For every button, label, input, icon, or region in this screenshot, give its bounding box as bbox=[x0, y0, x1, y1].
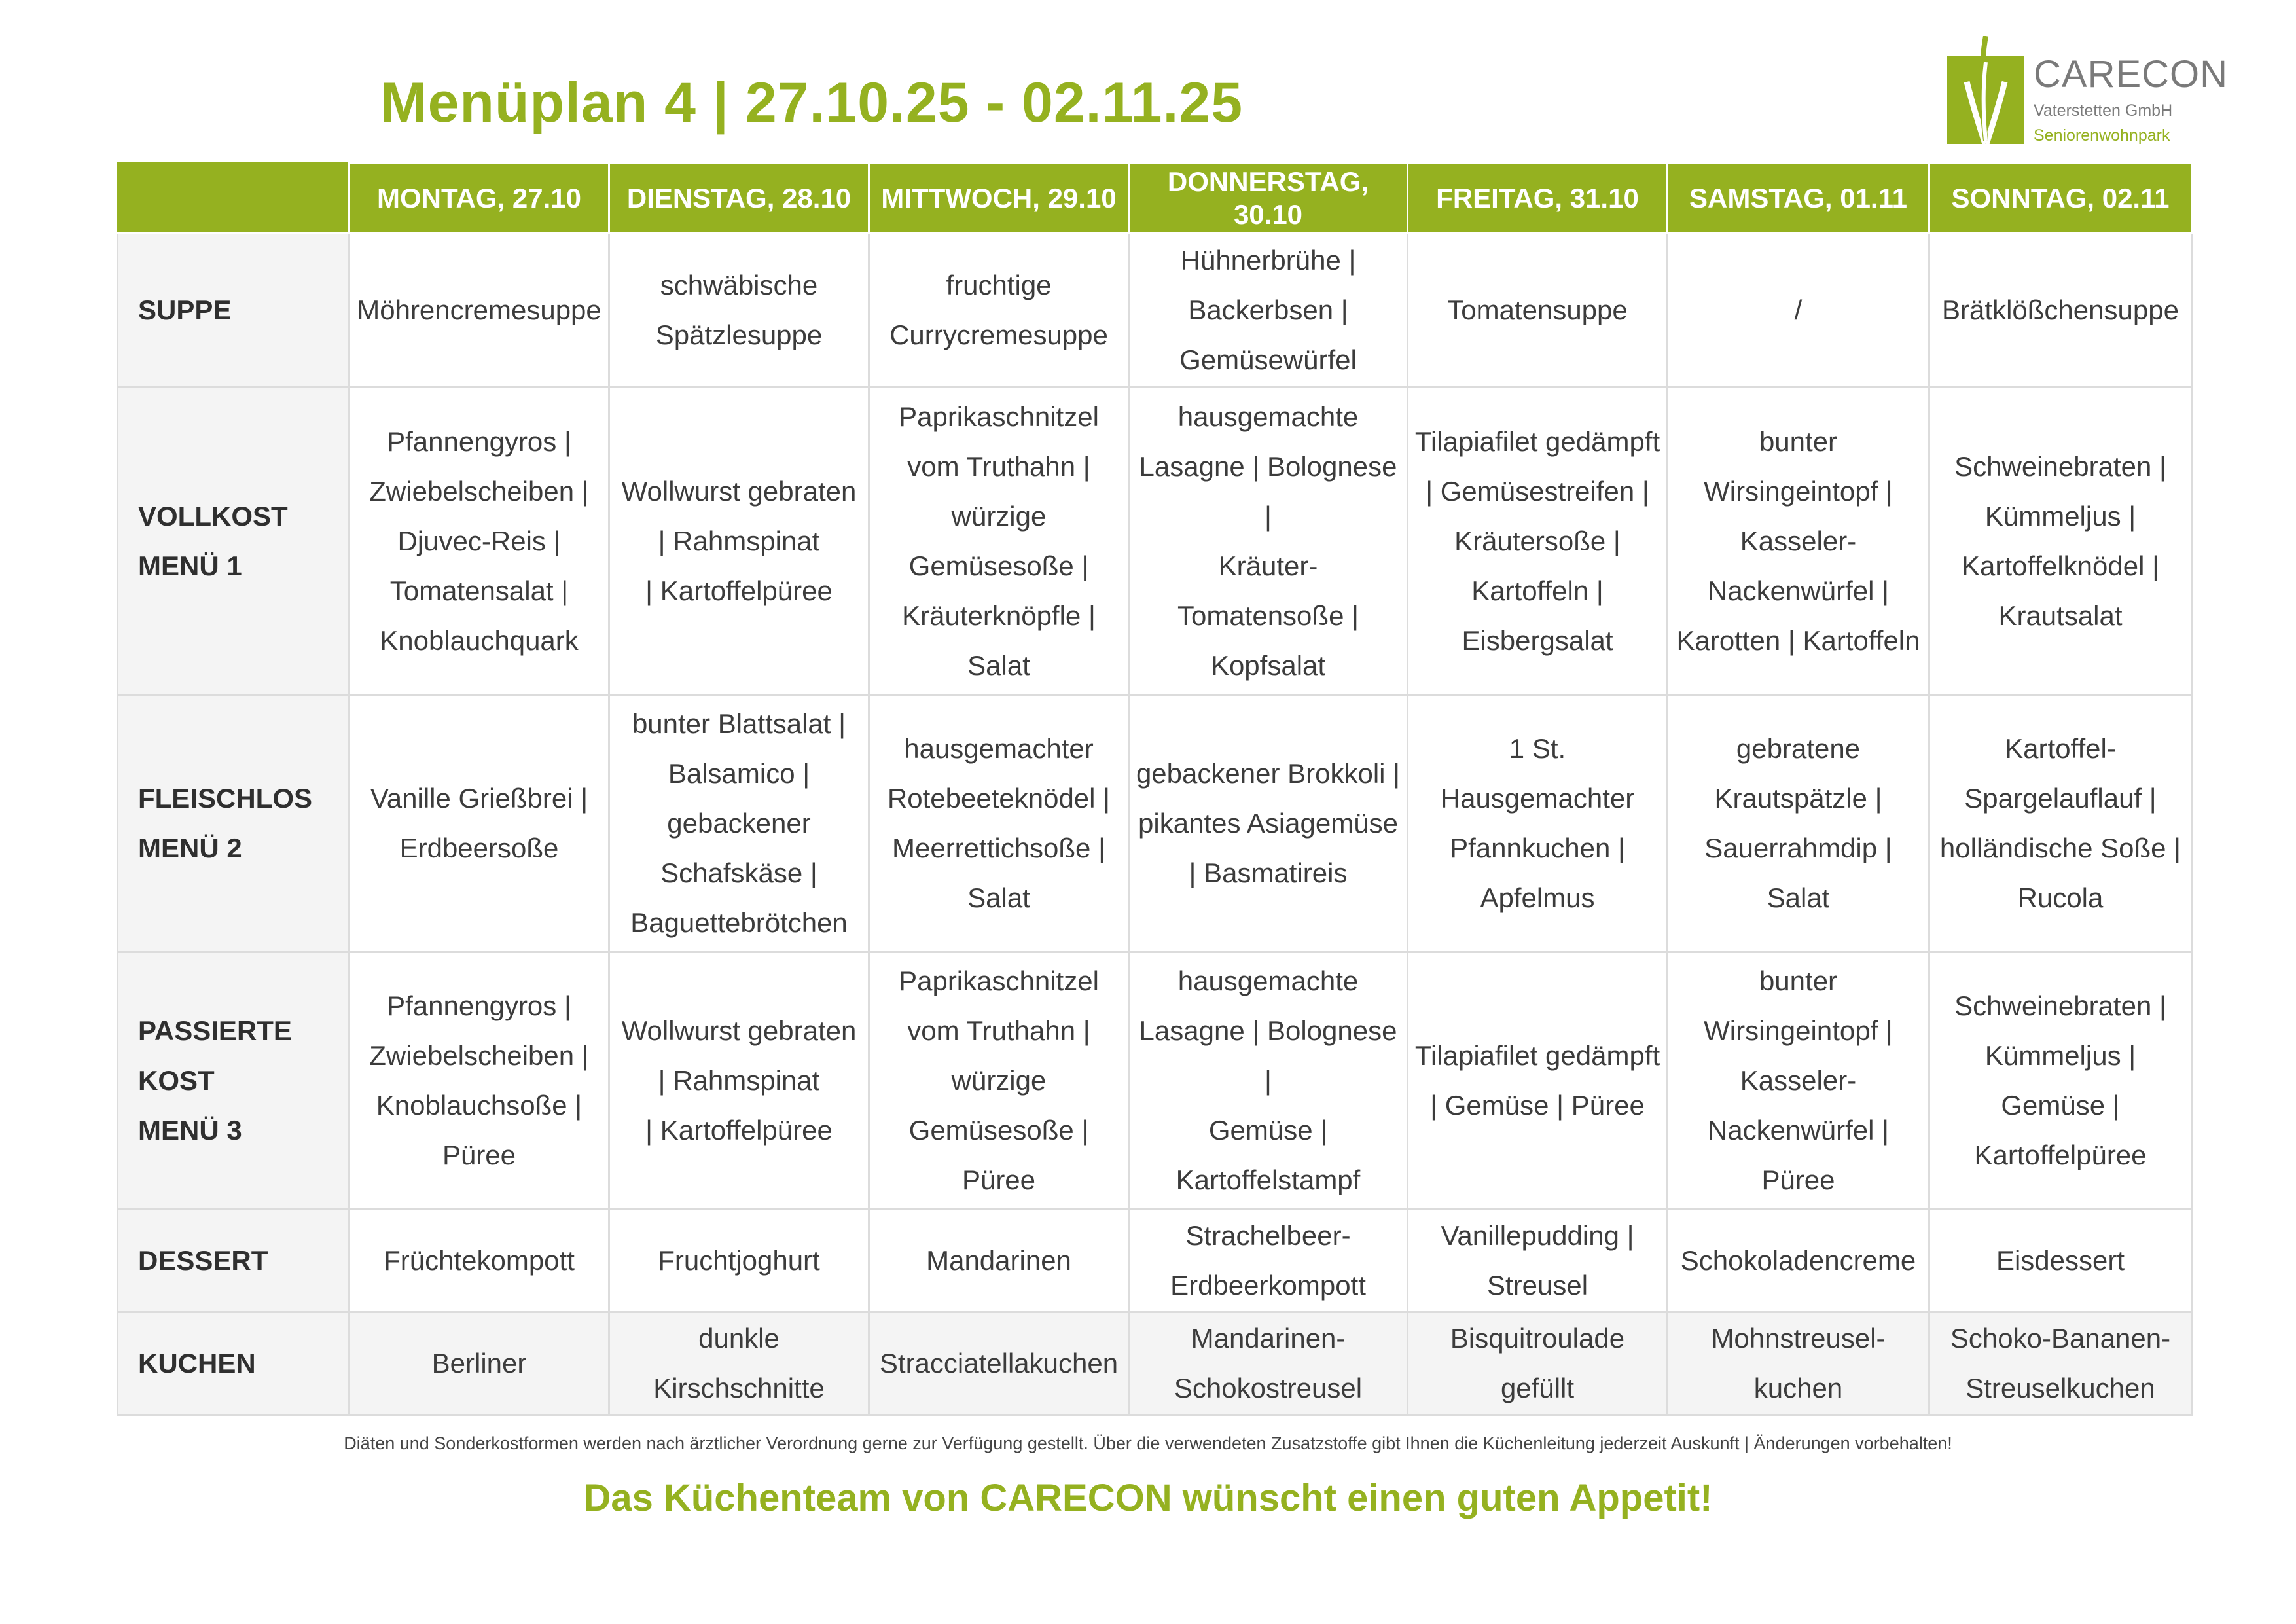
menu-cell bbox=[1129, 234, 1408, 388]
menu-cell bbox=[1668, 952, 1929, 1210]
disclaimer: Diäten und Sonderkostformen werden nach ärztlicher Verordnung gerne zur Verfügung gestellt. Über die verwendeten Zusatzstoffe gibt Ihnen die Küchenleitung jederzeit Auskunft | Änderungen vorbehalten! bbox=[344, 1434, 1952, 1453]
header-corner bbox=[118, 164, 350, 234]
menu-cell-text: Berliner bbox=[431, 1348, 527, 1379]
menu-cell-text: Schweinebraten | Kümmeljus | Gemüse | Kartoffelpüree bbox=[1954, 990, 2166, 1170]
menu-cell-text: Wollwurst gebraten | Rahmspinat | Kartoffelpüree bbox=[621, 475, 857, 606]
day-header: DIENSTAG, 28.10 bbox=[609, 164, 869, 234]
menu-cell-text: Hühnerbrühe | Backerbsen | Gemüsewürfel bbox=[1179, 245, 1357, 375]
menu-cell bbox=[1929, 695, 2192, 952]
menu-cell-text: hausgemachte Lasagne | Bolognese | Gemüse | Kartoffelstampf bbox=[1139, 965, 1397, 1195]
menu-cell-text: Kartoffel- Spargelauflauf | holländische Soße | Rucola bbox=[1939, 733, 2181, 913]
row-label-text: FLEISCHLOS MENÜ 2 bbox=[138, 783, 313, 863]
leaf-logo-icon bbox=[1947, 56, 2024, 144]
menu-cell-text: Strachelbeer- Erdbeerkompott bbox=[1170, 1220, 1366, 1301]
menu-cell bbox=[1129, 388, 1408, 695]
menu-cell-text: Tilapiafilet gedämpft | Gemüsestreifen | Kräutersoße | Kartoffeln | Eisbergsalat bbox=[1414, 425, 1660, 656]
day-header: MITTWOCH, 29.10 bbox=[869, 164, 1129, 234]
menu-cell bbox=[1408, 952, 1668, 1210]
menu-cell bbox=[869, 1312, 1129, 1415]
menu-cell-text: bunter Wirsingeintopf | Kasseler- Nackenwürfel | Karotten | Kartoffeln bbox=[1676, 425, 1920, 656]
row-label bbox=[118, 952, 350, 1210]
day-header: MONTAG, 27.10 bbox=[350, 164, 609, 234]
menu-cell-text: Schweinebraten | Kümmeljus | Kartoffelknödel | Krautsalat bbox=[1954, 450, 2166, 631]
row-label-text: DESSERT bbox=[138, 1245, 268, 1276]
menu-cell-text: Tilapiafilet gedämpft | Gemüse | Püree bbox=[1414, 1040, 1660, 1121]
menu-cell bbox=[869, 952, 1129, 1210]
carecon-logo bbox=[1947, 36, 2229, 151]
menu-cell bbox=[1408, 388, 1668, 695]
menu-cell-text: hausgemachte Lasagne | Bolognese | Kräuter- Tomatensoße | Kopfsalat bbox=[1139, 401, 1397, 681]
menu-cell-text: Früchtekompott bbox=[384, 1245, 575, 1276]
menu-cell bbox=[1668, 695, 1929, 952]
menu-cell bbox=[609, 1210, 869, 1312]
menu-cell bbox=[350, 1312, 609, 1415]
menu-cell-text: Eisdessert bbox=[1996, 1245, 2125, 1276]
menu-row bbox=[118, 695, 2192, 952]
menu-cell-text: Stracciatellakuchen bbox=[879, 1348, 1119, 1379]
row-label-text: PASSIERTE KOST MENÜ 3 bbox=[138, 1015, 292, 1146]
menu-cell bbox=[1129, 1312, 1408, 1415]
menu-cell bbox=[1929, 952, 2192, 1210]
menu-cell-text: schwäbische Spätzlesuppe bbox=[655, 270, 823, 350]
menu-cell bbox=[1668, 388, 1929, 695]
row-label bbox=[118, 234, 350, 388]
menu-row bbox=[118, 952, 2192, 1210]
closing-message: Das Küchenteam von CARECON wünscht einen guten Appetit! bbox=[583, 1477, 1713, 1519]
menu-cell bbox=[1129, 695, 1408, 952]
menu-row bbox=[118, 1210, 2192, 1312]
day-header: DONNERSTAG, 30.10 bbox=[1129, 164, 1408, 234]
menu-cell-text: fruchtige Currycremesuppe bbox=[889, 270, 1108, 350]
menu-cell-text: Mohnstreusel- kuchen bbox=[1711, 1323, 1886, 1403]
page-title: Menüplan 4 | 27.10.25 - 02.11.25 bbox=[380, 71, 1244, 134]
menu-row bbox=[118, 234, 2192, 388]
menu-cell-text: hausgemachter Rotebeeteknödel | Meerrettichsoße | Salat bbox=[887, 733, 1111, 913]
menu-cell-text: Paprikaschnitzel vom Truthahn | würzige Gemüsesoße | Kräuterknöpfle | Salat bbox=[899, 401, 1099, 681]
menu-cell bbox=[1408, 234, 1668, 388]
row-label-text: SUPPE bbox=[138, 295, 232, 325]
menu-cell-text: Wollwurst gebraten | Rahmspinat | Kartoffelpüree bbox=[621, 1015, 857, 1146]
menu-cell bbox=[869, 388, 1129, 695]
menu-cell-text: 1 St. Hausgemachter Pfannkuchen | Apfelmus bbox=[1440, 733, 1635, 913]
menu-cell-text: Mandarinen- Schokostreusel bbox=[1174, 1323, 1363, 1403]
menu-cell-text: Schoko-Bananen- Streuselkuchen bbox=[1950, 1323, 2171, 1403]
menu-cell bbox=[609, 952, 869, 1210]
menu-cell-text: Schokoladencreme bbox=[1680, 1245, 1916, 1276]
menu-cell bbox=[609, 1312, 869, 1415]
menu-cell-text: dunkle Kirschschnitte bbox=[653, 1323, 825, 1403]
menu-cell bbox=[869, 234, 1129, 388]
menu-cell bbox=[869, 1210, 1129, 1312]
row-label-text: KUCHEN bbox=[138, 1348, 256, 1379]
menu-cell-text: gebackener Brokkoli | pikantes Asiagemüse | Basmatireis bbox=[1136, 758, 1401, 888]
menu-cell-text: Mandarinen bbox=[926, 1245, 1071, 1276]
menu-cell-text: bunter Wirsingeintopf | Kasseler- Nackenwürfel | Püree bbox=[1704, 965, 1893, 1195]
menu-cell-text: Vanille Grießbrei | Erdbeersoße bbox=[370, 783, 588, 863]
menu-cell-text: / bbox=[1794, 295, 1803, 325]
menu-cell-text: bunter Blattsalat | Balsamico | gebackener Schafskäse | Baguettebrötchen bbox=[630, 708, 848, 938]
day-header: SAMSTAG, 01.11 bbox=[1668, 164, 1929, 234]
day-header: FREITAG, 31.10 bbox=[1408, 164, 1668, 234]
menu-cell-text: Tomatensuppe bbox=[1447, 295, 1628, 325]
menu-cell bbox=[1929, 388, 2192, 695]
menu-cell bbox=[1408, 1210, 1668, 1312]
menu-cell-text: Fruchtjoghurt bbox=[658, 1245, 820, 1276]
menu-row bbox=[118, 1312, 2192, 1415]
menu-cell bbox=[609, 388, 869, 695]
row-label bbox=[118, 1210, 350, 1312]
menu-cell-text: gebratene Krautspätzle | Sauerrahmdip | Salat bbox=[1704, 733, 1892, 913]
menu-cell bbox=[350, 1210, 609, 1312]
menu-cell bbox=[1668, 1312, 1929, 1415]
menu-cell-text: Pfannengyros | Zwiebelscheiben | Djuvec-Reis | Tomatensalat | Knoblauchquark bbox=[369, 425, 589, 656]
menu-cell bbox=[1929, 234, 2192, 388]
day-header: SONNTAG, 02.11 bbox=[1929, 164, 2192, 234]
menu-cell bbox=[1668, 234, 1929, 388]
menu-cell bbox=[1129, 1210, 1408, 1312]
menu-cell bbox=[1129, 952, 1408, 1210]
menu-cell-text: Paprikaschnitzel vom Truthahn | würzige Gemüsesoße | Püree bbox=[899, 965, 1099, 1195]
menu-cell bbox=[609, 234, 869, 388]
menu-cell bbox=[1929, 1312, 2192, 1415]
row-label bbox=[118, 695, 350, 952]
menu-cell bbox=[350, 388, 609, 695]
menu-cell-text: Möhrencremesuppe bbox=[357, 295, 601, 325]
menu-cell bbox=[350, 234, 609, 388]
header-row bbox=[118, 164, 2192, 234]
row-label-text: VOLLKOST MENÜ 1 bbox=[138, 500, 288, 581]
menu-cell bbox=[869, 695, 1129, 952]
menu-cell-text: Vanillepudding | Streusel bbox=[1441, 1220, 1634, 1301]
menu-cell-text: Pfannengyros | Zwiebelscheiben | Knoblauchsoße | Püree bbox=[369, 990, 589, 1170]
menu-cell bbox=[1408, 695, 1668, 952]
row-label bbox=[118, 1312, 350, 1415]
menu-row bbox=[118, 388, 2192, 695]
menu-cell bbox=[609, 695, 869, 952]
menu-cell bbox=[1929, 1210, 2192, 1312]
row-label bbox=[118, 388, 350, 695]
menu-cell bbox=[1668, 1210, 1929, 1312]
menu-table bbox=[117, 162, 2193, 1416]
menu-cell bbox=[350, 695, 609, 952]
logo-company-line: Vaterstetten GmbH bbox=[2034, 101, 2173, 120]
logo-site-line: Seniorenwohnpark bbox=[2034, 126, 2170, 145]
menu-cell-text: Bisquitroulade gefüllt bbox=[1450, 1323, 1625, 1403]
menu-cell-text: Brätklößchensuppe bbox=[1942, 295, 2179, 325]
logo-brand: CARECON bbox=[2034, 53, 2229, 96]
menu-cell bbox=[1408, 1312, 1668, 1415]
menu-cell bbox=[350, 952, 609, 1210]
